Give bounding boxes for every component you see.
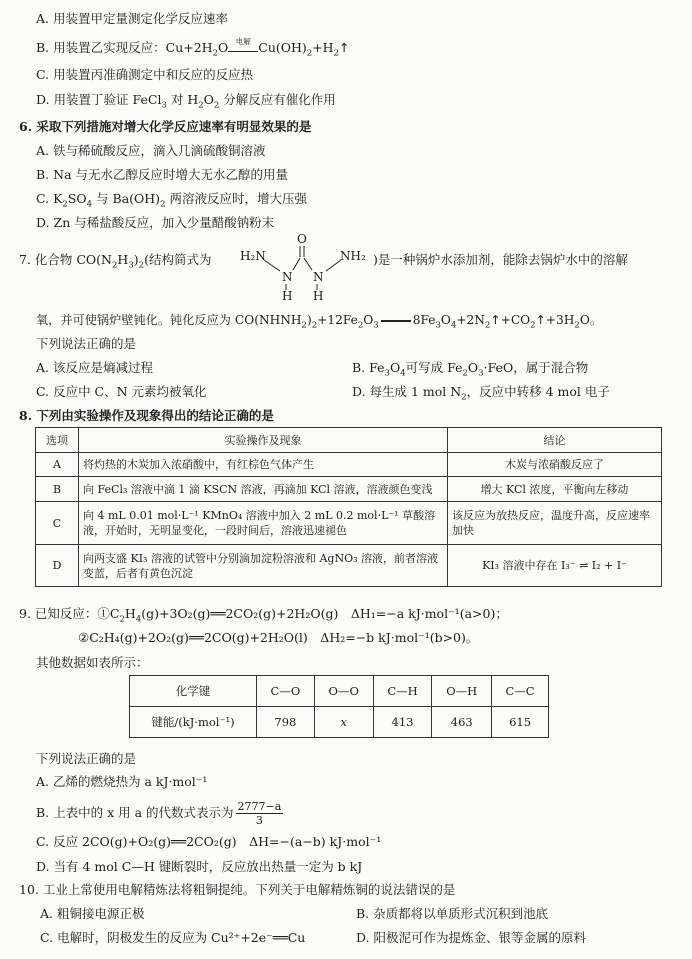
- q9-option-a: A. 乙烯的燃烧热为 a kJ·mol⁻¹: [36, 774, 208, 789]
- q7-option-b: B. $Fe_3O_4$可写成 $Fe_2O_3\cdot FeO$，属于混合物: [352, 360, 589, 379]
- row-conclusion: 木炭与浓硝酸反应了: [448, 453, 662, 477]
- energy-cell: 798: [257, 707, 315, 738]
- energy-cell: x: [314, 707, 373, 738]
- carbohydrazide-structure: [238, 233, 373, 303]
- row-operation: 将灼热的木炭加入浓硝酸中，有红棕色气体产生: [79, 453, 448, 477]
- electrolysis-label: 电解: [235, 37, 251, 46]
- q5-option-a: A. 用装置甲定量测定化学反应速率: [36, 11, 228, 26]
- q7-line2-tail: +2N: [456, 313, 485, 327]
- struct-h2: H: [313, 289, 324, 303]
- bond-energy-table: [129, 675, 549, 738]
- q6-stem: 6. 采取下列措施对增大化学反应速率有明显效果的是: [19, 119, 312, 134]
- fraction: [236, 800, 284, 827]
- q7-stem-prefix: 7. 化合物 CO(N: [19, 252, 112, 267]
- q9-eq1-body: (g)+3O₂(g)══2CO₂(g)+2H₂O(g) ΔH₁=−a kJ·mol⁻¹(a>0)；: [141, 606, 508, 621]
- row-operation: 向 FeCl₃ 溶液中滴 1 滴 KSCN 溶液，再滴加 KCl 溶液，溶液颜色变浅: [79, 477, 448, 502]
- q5-option-b-prefix: B. 用装置乙实现反应：Cu+2H: [36, 40, 213, 55]
- bond-cell: C—H: [373, 676, 432, 707]
- header-option: 选项: [36, 428, 79, 453]
- q7-line2-h2o: +3H: [545, 313, 575, 327]
- row-option: C: [36, 502, 79, 545]
- q7-line2-suffix: 8Fe: [412, 313, 436, 327]
- q8-stem: 8. 下列由实验操作及现象得出的结论正确的是: [19, 408, 274, 423]
- q8-table: [35, 427, 662, 587]
- struct-n2: N: [313, 270, 324, 284]
- table-row: [130, 707, 549, 738]
- q10-option-b: B. 杂质都将以单质形式沉积到池底: [356, 906, 549, 921]
- bond-cell: C—C: [492, 676, 549, 707]
- q9-option-d: D. 当有 4 mol C—H 键断裂时，反应放出热量一定为 b kJ: [36, 859, 363, 874]
- electrolysis-arrow: [228, 37, 258, 52]
- header-operation: 实验操作及现象: [79, 428, 448, 453]
- q6-option-c: C. $K_2SO_4$ 与 $Ba(OH)_2$ 两溶液反应时，增大压强: [36, 191, 307, 210]
- q9-option-c: C. 反应 2CO(g)+O₂(g)══2CO₂(g) ΔH=−(a−b) kJ·mol⁻¹: [36, 834, 382, 849]
- bond-cell: O—O: [314, 676, 373, 707]
- q6-option-c-mid: 与 Ba(OH): [92, 191, 161, 206]
- q7-stem-mid: (结构简式为: [144, 252, 212, 267]
- q7-option-a: A. 该反应是熵减过程: [36, 360, 153, 375]
- q6-option-d: D. Zn 与稀盐酸反应，加入少量醋酸钠粉末: [36, 215, 275, 230]
- q9-option-b: [36, 797, 283, 829]
- q5-option-b-suffix: Cu(OH): [258, 40, 307, 55]
- table-row: [36, 477, 662, 502]
- q7-option-b-prefix: B. Fe: [352, 360, 385, 375]
- q7-stem-suffix: )是一种锅炉水添加剂，能除去锅炉水中的溶解: [373, 252, 628, 267]
- q9-sub: 下列说法正确的是: [36, 751, 137, 766]
- q10-stem: 10. 工业上常使用电解精炼法将粗铜提纯。下列关于电解精炼铜的说法错误的是: [19, 882, 456, 897]
- q5-option-b: B. 用装置乙实现反应：$Cu+2H_2O$ 电解 $Cu(OH)_2+H_2↑$: [36, 40, 349, 56]
- row-conclusion: 增大 KCl 浓度，平衡向左移动: [448, 477, 662, 502]
- q8-table-header: [36, 428, 662, 453]
- q6-option-c-suffix: 两溶液反应时，增大压强: [165, 191, 307, 206]
- q7-line2-mid: +12Fe: [317, 313, 358, 327]
- q10-option-d: D. 阳极泥可作为提炼金、银等金属的原料: [356, 930, 587, 945]
- fraction-denominator: 3: [255, 814, 263, 827]
- q7-option-b-suffix: 可写成 Fe: [405, 360, 463, 375]
- q6-option-a: A. 铁与稀硫酸反应，滴入几滴硫酸铜溶液: [36, 143, 266, 158]
- struct-o: O: [297, 233, 307, 246]
- struct-n1: N: [282, 270, 293, 284]
- energy-cell: 413: [373, 707, 432, 738]
- table-row: [36, 502, 662, 545]
- q5-option-d-prefix: D. 用装置丁验证 FeCl: [36, 92, 162, 107]
- table-row: [36, 545, 662, 587]
- bond-header: 化学键: [130, 676, 257, 707]
- q7-reaction-line: 氧，并可使锅炉壁钝化。钝化反应为 $CO(NHNH_2)_2+12Fe_2O_3$ $8Fe_3O_4+2N_2↑+CO_2↑+3H_2O$。: [36, 313, 602, 331]
- q9-option-b-prefix: B. 上表中的 x 用 a 的代数式表示为: [36, 805, 234, 820]
- q10-option-a: A. 粗铜接电源正极: [40, 906, 145, 921]
- header-conclusion: 结论: [448, 428, 662, 453]
- row-option: D: [36, 545, 79, 587]
- q7-option-d: D. 每生成 1 mol $N_2$，反应中转移 4 mol 电子: [352, 384, 610, 403]
- row-option: A: [36, 453, 79, 477]
- q5-option-d: D. 用装置丁验证 FeCl$_3$ 对 $H_2O_2$ 分解反应有催化作用: [36, 92, 336, 111]
- q6-option-c-prefix: C. K: [36, 191, 63, 206]
- q7-line2-co2: +CO: [500, 313, 531, 327]
- energy-cell: 615: [492, 707, 549, 738]
- row-conclusion: KI₃ 溶液中存在 I₃⁻ ⇌ I₂ + I⁻: [448, 545, 662, 587]
- fraction-numerator: 2777−a: [237, 800, 282, 813]
- q7-option-c: C. 反应中 C、N 元素均被氧化: [36, 384, 207, 399]
- q5-option-d-mid: 对 H: [166, 92, 199, 107]
- q6-option-b: B. Na 与无水乙醇反应时增大无水乙醇的用量: [36, 167, 288, 182]
- bond-cell: C—O: [257, 676, 315, 707]
- q9-other: 其他数据如表所示：: [36, 655, 149, 670]
- q7-option-b-tail: ·FeO，属于混合物: [483, 360, 589, 375]
- q5-option-c: C. 用装置丙准确测定中和反应的反应热: [36, 67, 254, 82]
- q9-eq1: 9. 已知反应：$①C_2H_4(g)+3O_2(g)══2CO_2(g)+2H_2O(g)$ ΔH₁=−a kJ·mol⁻¹(a>0)；: [19, 606, 508, 625]
- struct-h1: H: [282, 289, 293, 303]
- q7-stem: 7. 化合物 $CO(N_2H_3)_2$(结构简式为: [19, 252, 212, 271]
- q7-option-d-prefix: D. 每生成 1 mol N: [352, 384, 462, 399]
- q5-option-b-h2: +H: [312, 40, 334, 55]
- energy-header: 键能/(kJ·mol⁻¹): [130, 707, 257, 738]
- table-row: [130, 676, 549, 707]
- q7-sub: 下列说法正确的是: [36, 336, 137, 351]
- table-row: [36, 453, 662, 477]
- q7-line2-prefix: 氧，并可使锅炉壁钝化。钝化反应为 CO(NHNH: [36, 313, 302, 327]
- q5-option-d-suffix: 分解反应有催化作用: [219, 92, 336, 107]
- row-operation: 向 4 mL 0.01 mol·L⁻¹ KMnO₄ 溶液中加入 2 mL 0.2 mol·L⁻¹ 草酸溶液，开始时，无明显变化，一段时间后，溶液迅速褪色: [79, 502, 448, 545]
- row-conclusion: 该反应为放热反应，温度升高，反应速率加快: [448, 502, 662, 545]
- struct-h2n: H₂N: [240, 249, 266, 263]
- q9-stem-prefix: 9. 已知反应：①C: [19, 606, 120, 621]
- q7-option-d-suffix: ，反应中转移 4 mol 电子: [466, 384, 610, 399]
- bond-cell: O—H: [432, 676, 492, 707]
- row-operation: 向两支盛 KI₃ 溶液的试管中分别滴加淀粉溶液和 AgNO₃ 溶液，前者溶液变蓝，后者有黄色沉淀: [79, 545, 448, 587]
- q10-option-c: C. 电解时，阴极发生的反应为 Cu²⁺+2e⁻══Cu: [40, 930, 306, 945]
- q9-eq2: ②C₂H₄(g)+2O₂(g)══2CO(g)+2H₂O(l) ΔH₂=−b kJ·mol⁻¹(b>0)。: [78, 630, 479, 645]
- energy-cell: 463: [432, 707, 492, 738]
- row-option: B: [36, 477, 79, 502]
- struct-nh2: NH₂: [340, 249, 366, 263]
